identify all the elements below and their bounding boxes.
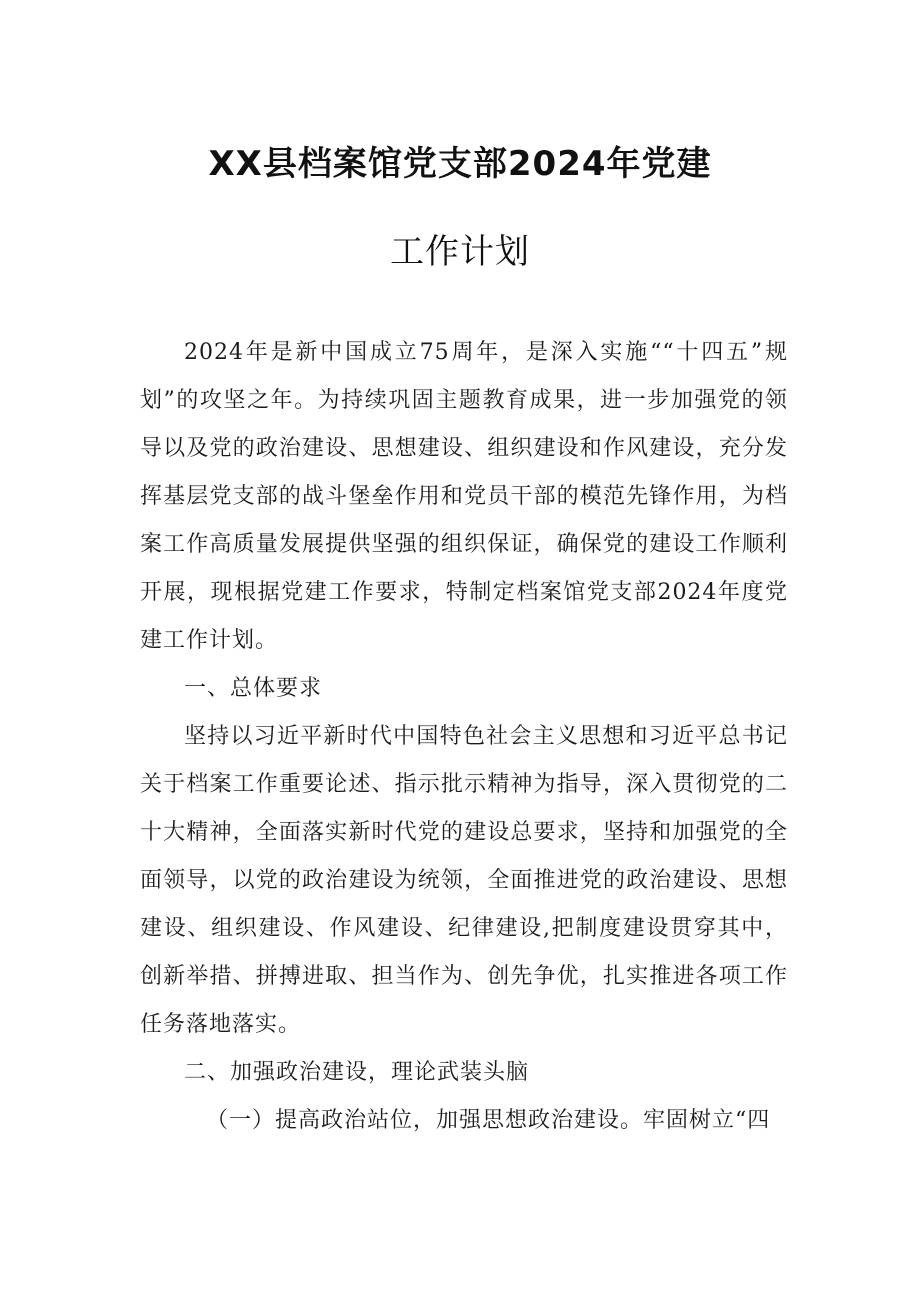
section-heading-2: 二、加强政治建设，理论武装头脑 — [184, 1060, 530, 1085]
intro-paragraph: 2024年是新中国成立75周年，是深入实施““十四五”规划”的攻坚之年。为持续巩固主题教育成果，进一步加强党的领导以及党的政治建设、思想建设、组织建设和作风建设，充分发挥基层党支部的战斗堡垒作用和党员干部的模范先锋作用，为档案工作高质量发展提供坚强的组织保证，确保党的建设工作顺利开展，现根据党建工作要求，特制定档案馆党支部2024年度党建工作计划。 — [140, 340, 788, 653]
section-heading-1: 一、总体要求 — [184, 676, 323, 701]
section-1-paragraph: 坚持以习近平新时代中国特色社会主义思想和习近平总书记关于档案工作重要论述、指示批示精神为指导，深入贯彻党的二十大精神，全面落实新时代党的建设总要求，坚持和加强党的全面领导，以党的政治建设为统领，全面推进党的政治建设、思想建设、组织建设、作风建设、纪律建设,把制度建设贯穿其中，创新举措、拼搏进取、担当作为、创先争优，扎实推进各项工作任务落地落实。 — [140, 724, 788, 1037]
document-body — [140, 329, 788, 1145]
document-title-line-2: 工作计划 — [390, 232, 530, 272]
subsection-1-paragraph: （一）提高政治站位，加强思想政治建设。牢固树立“四 — [206, 1108, 771, 1133]
document-title-line-1: XX县档案馆党支部2024年党建 — [208, 144, 712, 184]
